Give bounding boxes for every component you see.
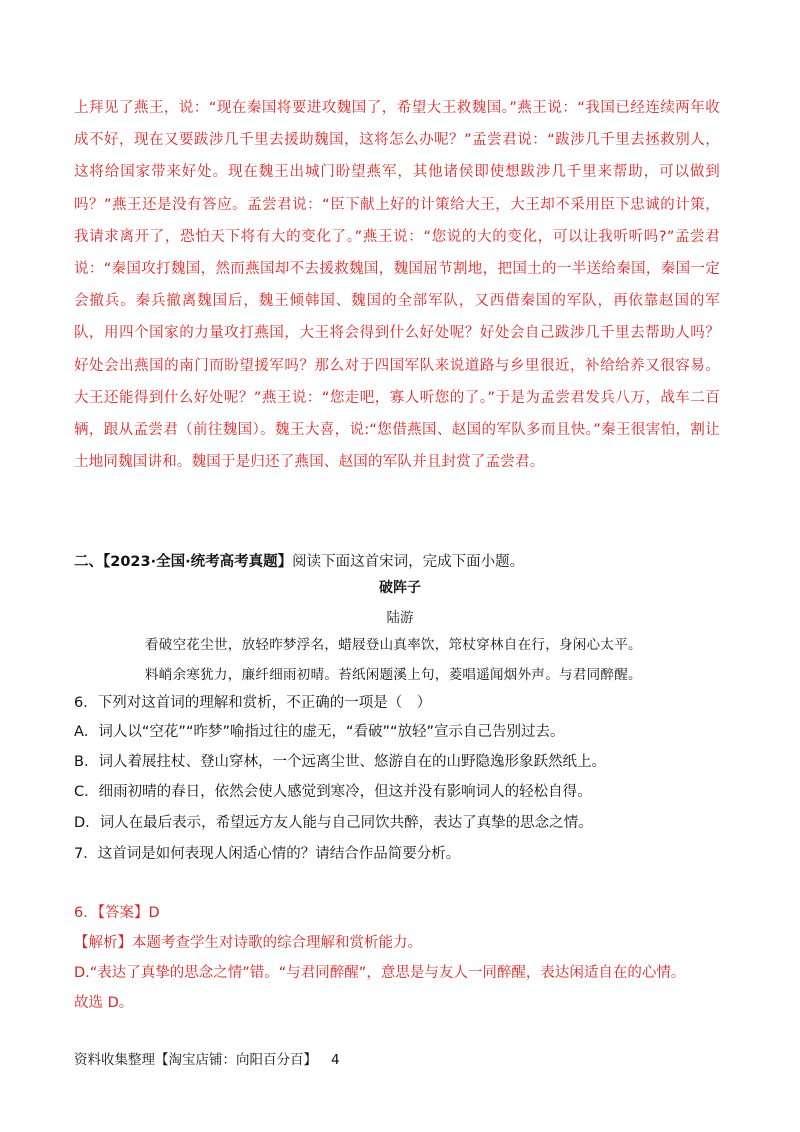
poem-line: 料峭余寒犹力，廉纤细雨初晴。苔纸闲题溪上句，菱唱遥闻烟外声。与君同醉醒。: [145, 667, 642, 683]
question-6: 6．下列对这首词的理解和赏析，不正确的一项是（ ）: [74, 695, 432, 711]
poem-author: 陆游: [386, 610, 414, 626]
poem-line: 看破空花尘世，放轻昨梦浮名，蜡屐登山真率饮，筇杖穿林自在行，身闲心太平。: [145, 637, 642, 653]
footer-text: 资料收集整理【淘宝店铺：向阳百分百】: [74, 1052, 317, 1068]
section-number: 二、: [74, 554, 103, 570]
analysis-detail: D.“表达了真挚的思念之情”错。“与君同醉醒”，意思是与友人一同醉醒，表达闲适自在的心情。: [74, 965, 686, 981]
section-heading: [74, 551, 734, 573]
page-number: 4: [331, 1052, 340, 1068]
option-a: A．词人以“空花”“昨梦”喻指过往的虚无，“看破”“放轻”宣示自己告别过去。: [74, 724, 565, 740]
page-footer: [74, 1048, 340, 1068]
section-instruction: 阅读下面这首宋词，完成下面小题。: [292, 554, 525, 570]
question-7: 7．这首词是如何表现人闲适心情的？请结合作品简要分析。: [74, 846, 461, 862]
answer-conclusion: 故选 D。: [74, 995, 134, 1011]
section-source: 【2023·全国·统考高考真题】: [103, 554, 293, 570]
poem-title: 破阵子: [379, 580, 421, 596]
answer-label: 6．【答案】D: [74, 905, 160, 921]
option-b: B．词人着展拄杖、登山穿林，一个远离尘世、悠游自在的山野隐逸形象跃然纸上。: [74, 754, 606, 770]
option-d: D．词人在最后表示，希望远方友人能与自己同饮共醉，表达了真挚的思念之情。: [74, 815, 593, 831]
option-c: C．细雨初晴的春日，依然会使人感觉到寒冷，但这并没有影响词人的轻松自得。: [74, 784, 592, 800]
analysis-intro: 【解析】本题考查学生对诗歌的综合理解和赏析能力。: [74, 935, 422, 951]
translation-paragraph: 上拜见了燕王，说：“现在秦国将要进攻魏国了，希望大王救魏国。”燕王说：“我国已经连续两年收成不好，现在又要跋涉几千里去援助魏国，这将怎么办呢？”孟尝君说：“跋涉几千里去拯救别人，这将给国家带来好处。现在魏王出城门盼望燕军，其他诸侯即使想跋涉几千里来帮助，可以做到吗？”燕王还是没有答应。孟尝君说：“臣下献上好的计策给大王，大王却不采用臣下忠诚的计策，我请求离开了，恐怕天下将有大的变化了。”燕王说：“您说的大的变化，可以让我听听吗?”孟尝君说：“秦国攻打魏国，然而燕国却不去援救魏国，魏国屈节割地，把国土的一半送给秦国，秦国一定会撤兵。秦兵撤离魏国后，魏王倾韩国、魏国的全部军队，又西借秦国的军队，再依靠赵国的军队，用四个国家的力量攻打燕国，大王将会得到什么好处呢？好处会自己跋涉几千里去帮助人吗？好处会出燕国的南门而盼望援军吗？那么对于四国军队来说道路与乡里很近，补给给养又很容易。大王还能得到什么好处呢？”燕王说：“您走吧，寡人听您的了。”于是为孟尝君发兵八万，战车二百辆，跟从孟尝君（前往魏国）。魏王大喜，说:“您借燕国、赵国的军队多而且快。”秦王很害怕，割让土地同魏国讲和。魏国于是归还了燕国、赵国的军队并且封赏了孟尝君。: [74, 100, 720, 471]
